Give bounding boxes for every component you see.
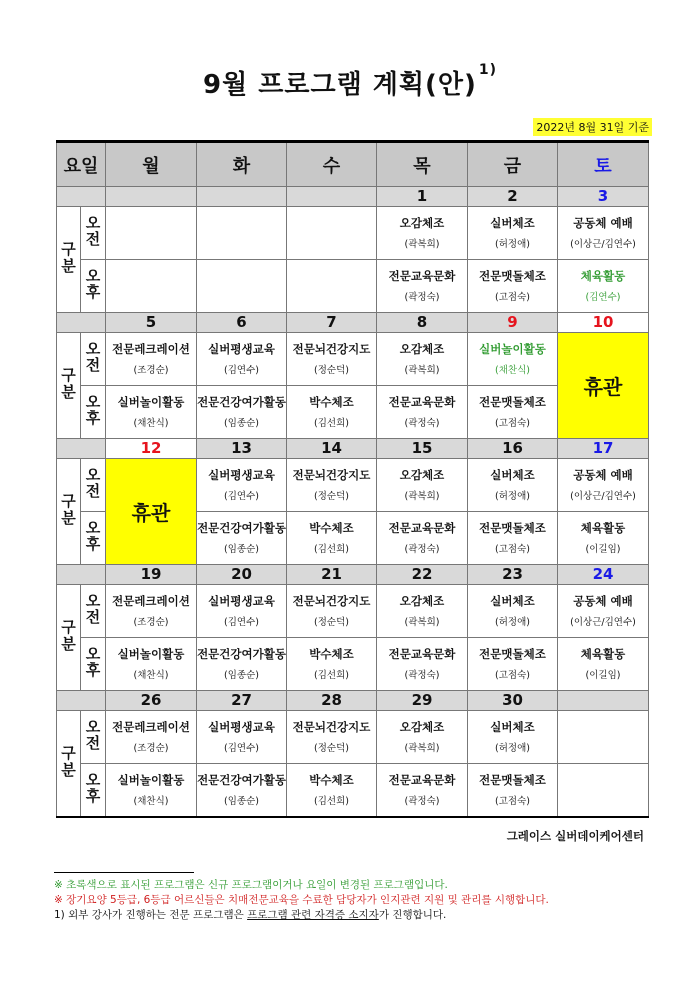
program-name: 전문뇌건강지도 <box>292 720 371 734</box>
instructor-name: (조경순) <box>133 617 169 628</box>
program-cell <box>287 512 377 565</box>
morning-label: 오전 <box>83 593 102 625</box>
morning-row <box>57 333 649 386</box>
program-cell <box>468 512 558 565</box>
program-cell <box>377 512 468 565</box>
date-cell: 2 <box>468 187 558 207</box>
program-cell <box>377 207 468 260</box>
date-cell: 3 <box>558 187 649 207</box>
instructor-name: (임종순) <box>224 544 259 555</box>
date-cell: 8 <box>377 313 468 333</box>
gubun-label: 구분 <box>59 366 77 401</box>
date-row-blank <box>57 565 106 585</box>
date-cell: 29 <box>377 691 468 711</box>
afternoon-label: 오후 <box>83 772 102 804</box>
gubun-label-cell <box>57 459 81 565</box>
program-cell <box>558 711 649 764</box>
gubun-label: 구분 <box>59 240 77 275</box>
afternoon-label-cell <box>81 260 106 313</box>
date-cell: 16 <box>468 439 558 459</box>
date-cell <box>197 187 287 207</box>
program-name: 실버체조 <box>490 468 535 482</box>
program-cell <box>106 260 197 313</box>
program-name: 오감체조 <box>399 720 445 734</box>
footnote-divider <box>54 872 194 873</box>
afternoon-row <box>57 638 649 691</box>
instructor-name: (이길임) <box>585 670 621 681</box>
closed-cell: 휴관 <box>558 333 649 439</box>
instructor-name: (임종순) <box>224 418 259 429</box>
program-cell <box>468 207 558 260</box>
program-name: 실버평생교육 <box>208 720 275 734</box>
program-cell <box>468 459 558 512</box>
weekday-tue: 화 <box>197 142 287 187</box>
afternoon-label: 오후 <box>83 520 102 552</box>
afternoon-label-cell <box>81 386 106 439</box>
gubun-label-cell <box>57 333 81 439</box>
gubun-label: 구분 <box>59 618 77 653</box>
instructor-name: (임종순) <box>224 796 259 807</box>
instructor-name: (김연수) <box>224 617 259 628</box>
instructor-name: (이상근/김연수) <box>570 617 636 628</box>
morning-label-cell <box>81 585 106 638</box>
program-cell <box>468 386 558 439</box>
note-new-program: ※ 초록색으로 표시된 프로그램은 신규 프로그램이거나 요일이 변경된 프로그램입니다. <box>54 879 448 891</box>
morning-label-cell <box>81 459 106 512</box>
weekday-sat: 토 <box>558 142 649 187</box>
date-cell: 7 <box>287 313 377 333</box>
afternoon-row <box>57 260 649 313</box>
instructor-name: (고점숙) <box>495 418 530 429</box>
program-name: 실버놀이활동 <box>479 342 546 356</box>
program-cell <box>106 638 197 691</box>
afternoon-label: 오후 <box>83 646 102 678</box>
program-name: 오감체조 <box>399 468 445 482</box>
instructor-name: (곽정숙) <box>404 670 440 681</box>
program-name: 전문교육문화 <box>388 269 456 283</box>
program-name: 공동체 예배 <box>573 468 633 482</box>
date-cell <box>287 187 377 207</box>
program-cell <box>287 638 377 691</box>
instructor-name: (채찬식) <box>495 365 530 376</box>
program-name: 전문건강여가활동 <box>197 521 286 535</box>
afternoon-label: 오후 <box>83 268 102 300</box>
morning-label: 오전 <box>83 719 102 751</box>
center-name: 그레이스 실버데이케어센터 <box>506 829 644 843</box>
program-cell <box>106 386 197 439</box>
program-cell <box>468 638 558 691</box>
program-name: 실버놀이활동 <box>117 773 185 787</box>
instructor-name: (김선희) <box>314 418 349 429</box>
program-name: 전문레크레이션 <box>112 720 190 734</box>
instructor-name: (허정애) <box>495 617 530 628</box>
date-row <box>57 439 649 459</box>
program-name: 전문뇌건강지도 <box>292 342 371 356</box>
program-cell <box>197 459 287 512</box>
instructor-name: (곽복희) <box>404 365 440 376</box>
program-name: 실버평생교육 <box>208 342 275 356</box>
program-name: 전문맷돌체조 <box>479 647 546 661</box>
instructor-name: (김연수) <box>224 491 259 502</box>
program-cell <box>197 333 287 386</box>
instructor-name: (고점숙) <box>495 670 530 681</box>
date-row <box>57 691 649 711</box>
instructor-name: (곽복희) <box>404 239 440 250</box>
program-cell <box>106 207 197 260</box>
program-cell <box>468 260 558 313</box>
program-cell <box>377 764 468 818</box>
program-cell <box>287 585 377 638</box>
instructor-name: (고점숙) <box>495 292 530 303</box>
program-cell <box>287 386 377 439</box>
instructor-name: (허정애) <box>495 239 530 250</box>
date-row <box>57 313 649 333</box>
program-name: 체육활동 <box>580 269 626 283</box>
gubun-label-cell <box>57 585 81 691</box>
program-cell <box>197 638 287 691</box>
instructor-name: (고점숙) <box>495 796 530 807</box>
date-cell: 6 <box>197 313 287 333</box>
instructor-name: (곽복희) <box>404 743 440 754</box>
afternoon-label-cell <box>81 764 106 818</box>
date-cell: 10 <box>558 313 649 333</box>
gubun-label-cell <box>57 711 81 818</box>
program-name: 실버놀이활동 <box>117 395 185 409</box>
program-cell <box>287 764 377 818</box>
instructor-name: (곽복희) <box>404 617 440 628</box>
program-name: 박수체조 <box>309 773 354 787</box>
weekday-wed: 수 <box>287 142 377 187</box>
instructor-name: (채찬식) <box>133 418 169 429</box>
date-cell: 13 <box>197 439 287 459</box>
program-name: 전문뇌건강지도 <box>292 594 371 608</box>
program-cell <box>287 333 377 386</box>
program-name: 전문맷돌체조 <box>479 269 546 283</box>
date-row-blank <box>57 187 106 207</box>
closed-cell: 휴관 <box>106 459 197 565</box>
instructor-name: (김연수) <box>585 292 621 303</box>
program-name: 오감체조 <box>399 216 445 230</box>
instructor-name: (채찬식) <box>133 670 169 681</box>
morning-row <box>57 711 649 764</box>
instructor-name: (이상근/김연수) <box>570 239 636 250</box>
program-name: 전문건강여가활동 <box>197 647 286 661</box>
program-cell <box>377 333 468 386</box>
weekday-header-row <box>57 142 649 187</box>
program-cell <box>558 638 649 691</box>
date-cell: 19 <box>106 565 197 585</box>
morning-label: 오전 <box>83 341 102 373</box>
afternoon-row <box>57 764 649 818</box>
date-cell: 26 <box>106 691 197 711</box>
program-cell <box>468 764 558 818</box>
program-name: 박수체조 <box>309 647 354 661</box>
instructor-name: (허정애) <box>495 743 530 754</box>
program-name: 전문뇌건강지도 <box>292 468 371 482</box>
program-cell <box>287 207 377 260</box>
program-cell <box>468 333 558 386</box>
program-name: 전문건강여가활동 <box>197 773 286 787</box>
morning-label: 오전 <box>83 215 102 247</box>
notes <box>54 878 549 923</box>
program-cell <box>558 459 649 512</box>
instructor-name: (조경순) <box>133 743 169 754</box>
program-cell <box>468 711 558 764</box>
date-cell: 17 <box>558 439 649 459</box>
schedule-table <box>56 140 649 818</box>
program-name: 공동체 예배 <box>573 594 633 608</box>
morning-label-cell <box>81 711 106 764</box>
afternoon-label: 오후 <box>83 394 102 426</box>
program-name: 체육활동 <box>580 521 626 535</box>
program-name: 박수체조 <box>309 521 354 535</box>
date-cell: 24 <box>558 565 649 585</box>
date-cell <box>558 691 649 711</box>
program-name: 전문교육문화 <box>388 773 456 787</box>
title-footnote-mark: 1) <box>478 62 498 78</box>
program-name: 실버놀이활동 <box>117 647 185 661</box>
instructor-name: (김선희) <box>314 670 349 681</box>
instructor-name: (허정애) <box>495 491 530 502</box>
date-cell <box>106 187 197 207</box>
afternoon-label-cell <box>81 512 106 565</box>
instructor-name: (이길임) <box>585 544 621 555</box>
instructor-name: (고점숙) <box>495 544 530 555</box>
instructor-name: (채찬식) <box>133 796 169 807</box>
program-name: 전문교육문화 <box>388 647 456 661</box>
instructor-name: (이상근/김연수) <box>570 491 636 502</box>
program-cell <box>106 333 197 386</box>
morning-label-cell <box>81 333 106 386</box>
program-name: 박수체조 <box>309 395 354 409</box>
program-cell <box>287 260 377 313</box>
program-cell <box>106 711 197 764</box>
date-cell: 23 <box>468 565 558 585</box>
program-cell <box>106 764 197 818</box>
date-cell: 1 <box>377 187 468 207</box>
program-name: 전문맷돌체조 <box>479 395 546 409</box>
date-cell: 28 <box>287 691 377 711</box>
program-cell <box>197 207 287 260</box>
date-cell: 15 <box>377 439 468 459</box>
instructor-name: (정순덕) <box>314 365 349 376</box>
instructor-name: (김선희) <box>314 796 349 807</box>
instructor-name: (정순덕) <box>314 743 349 754</box>
program-cell <box>197 764 287 818</box>
note-dementia-care: ※ 장기요양 5등급, 6등급 어르신들은 치매전문교육을 수료한 담당자가 인지관련 지원 및 관리를 시행합니다. <box>54 894 549 906</box>
instructor-name: (정순덕) <box>314 491 349 502</box>
date-cell: 27 <box>197 691 287 711</box>
program-cell <box>197 386 287 439</box>
date-row <box>57 187 649 207</box>
date-cell: 12 <box>106 439 197 459</box>
program-cell <box>558 207 649 260</box>
gubun-label: 구분 <box>59 492 77 527</box>
program-cell <box>106 585 197 638</box>
program-name: 전문맷돌체조 <box>479 773 546 787</box>
morning-label: 오전 <box>83 467 102 499</box>
morning-row <box>57 459 649 512</box>
date-note: 2022년 8월 31일 기준 <box>533 118 652 136</box>
program-name: 전문교육문화 <box>388 521 456 535</box>
date-cell: 20 <box>197 565 287 585</box>
date-cell: 30 <box>468 691 558 711</box>
program-cell <box>468 585 558 638</box>
instructor-name: (곽정숙) <box>404 292 440 303</box>
program-name: 오감체조 <box>399 594 445 608</box>
page-title: 9월 프로그램 계획(안) $^{1)}$ <box>202 62 498 100</box>
program-cell <box>287 459 377 512</box>
instructor-name: (김연수) <box>224 743 259 754</box>
program-name: 전문레크레이션 <box>112 594 190 608</box>
program-cell <box>377 711 468 764</box>
weekday-thu: 목 <box>377 142 468 187</box>
morning-label-cell <box>81 207 106 260</box>
weekday-mon: 월 <box>106 142 197 187</box>
program-name: 실버체조 <box>490 720 535 734</box>
date-cell: 14 <box>287 439 377 459</box>
footnote-1: 1) 외부 강사가 진행하는 전문 프로그램은 프로그램 관련 자격증 소지자가 진행합니다. <box>54 909 447 921</box>
program-name: 체육활동 <box>580 647 626 661</box>
program-name: 전문맷돌체조 <box>479 521 546 535</box>
program-cell <box>558 260 649 313</box>
date-cell: 9 <box>468 313 558 333</box>
date-cell: 5 <box>106 313 197 333</box>
instructor-name: (곽정숙) <box>404 544 440 555</box>
instructor-name: (김연수) <box>224 365 259 376</box>
morning-row <box>57 207 649 260</box>
date-row-blank <box>57 691 106 711</box>
program-cell <box>197 512 287 565</box>
instructor-name: (임종순) <box>224 670 259 681</box>
weekday-header-label: 요일 <box>57 142 106 187</box>
program-name: 전문교육문화 <box>388 395 456 409</box>
program-cell <box>197 711 287 764</box>
instructor-name: (김선희) <box>314 544 349 555</box>
program-cell <box>197 260 287 313</box>
date-row-blank <box>57 439 106 459</box>
program-name: 전문건강여가활동 <box>197 395 286 409</box>
gubun-label: 구분 <box>59 744 77 779</box>
program-name: 실버평생교육 <box>208 594 275 608</box>
date-cell: 22 <box>377 565 468 585</box>
program-cell <box>377 386 468 439</box>
program-cell <box>197 585 287 638</box>
afternoon-label-cell <box>81 638 106 691</box>
program-name: 오감체조 <box>399 342 445 356</box>
program-name: 실버체조 <box>490 216 535 230</box>
program-cell <box>377 585 468 638</box>
program-cell <box>377 459 468 512</box>
program-cell <box>377 260 468 313</box>
date-row-blank <box>57 313 106 333</box>
instructor-name: (곽정숙) <box>404 418 440 429</box>
program-cell <box>287 711 377 764</box>
program-name: 전문레크레이션 <box>112 342 190 356</box>
weekday-fri: 금 <box>468 142 558 187</box>
program-name: 실버체조 <box>490 594 535 608</box>
program-name: 공동체 예배 <box>573 216 633 230</box>
gubun-label-cell <box>57 207 81 313</box>
program-cell <box>558 585 649 638</box>
instructor-name: (정순덕) <box>314 617 349 628</box>
program-name: 실버평생교육 <box>208 468 275 482</box>
date-row <box>57 565 649 585</box>
instructor-name: (곽복희) <box>404 491 440 502</box>
instructor-name: (곽정숙) <box>404 796 440 807</box>
instructor-name: (조경순) <box>133 365 169 376</box>
date-cell: 21 <box>287 565 377 585</box>
program-cell <box>377 638 468 691</box>
program-cell <box>558 512 649 565</box>
program-cell <box>558 764 649 818</box>
morning-row <box>57 585 649 638</box>
